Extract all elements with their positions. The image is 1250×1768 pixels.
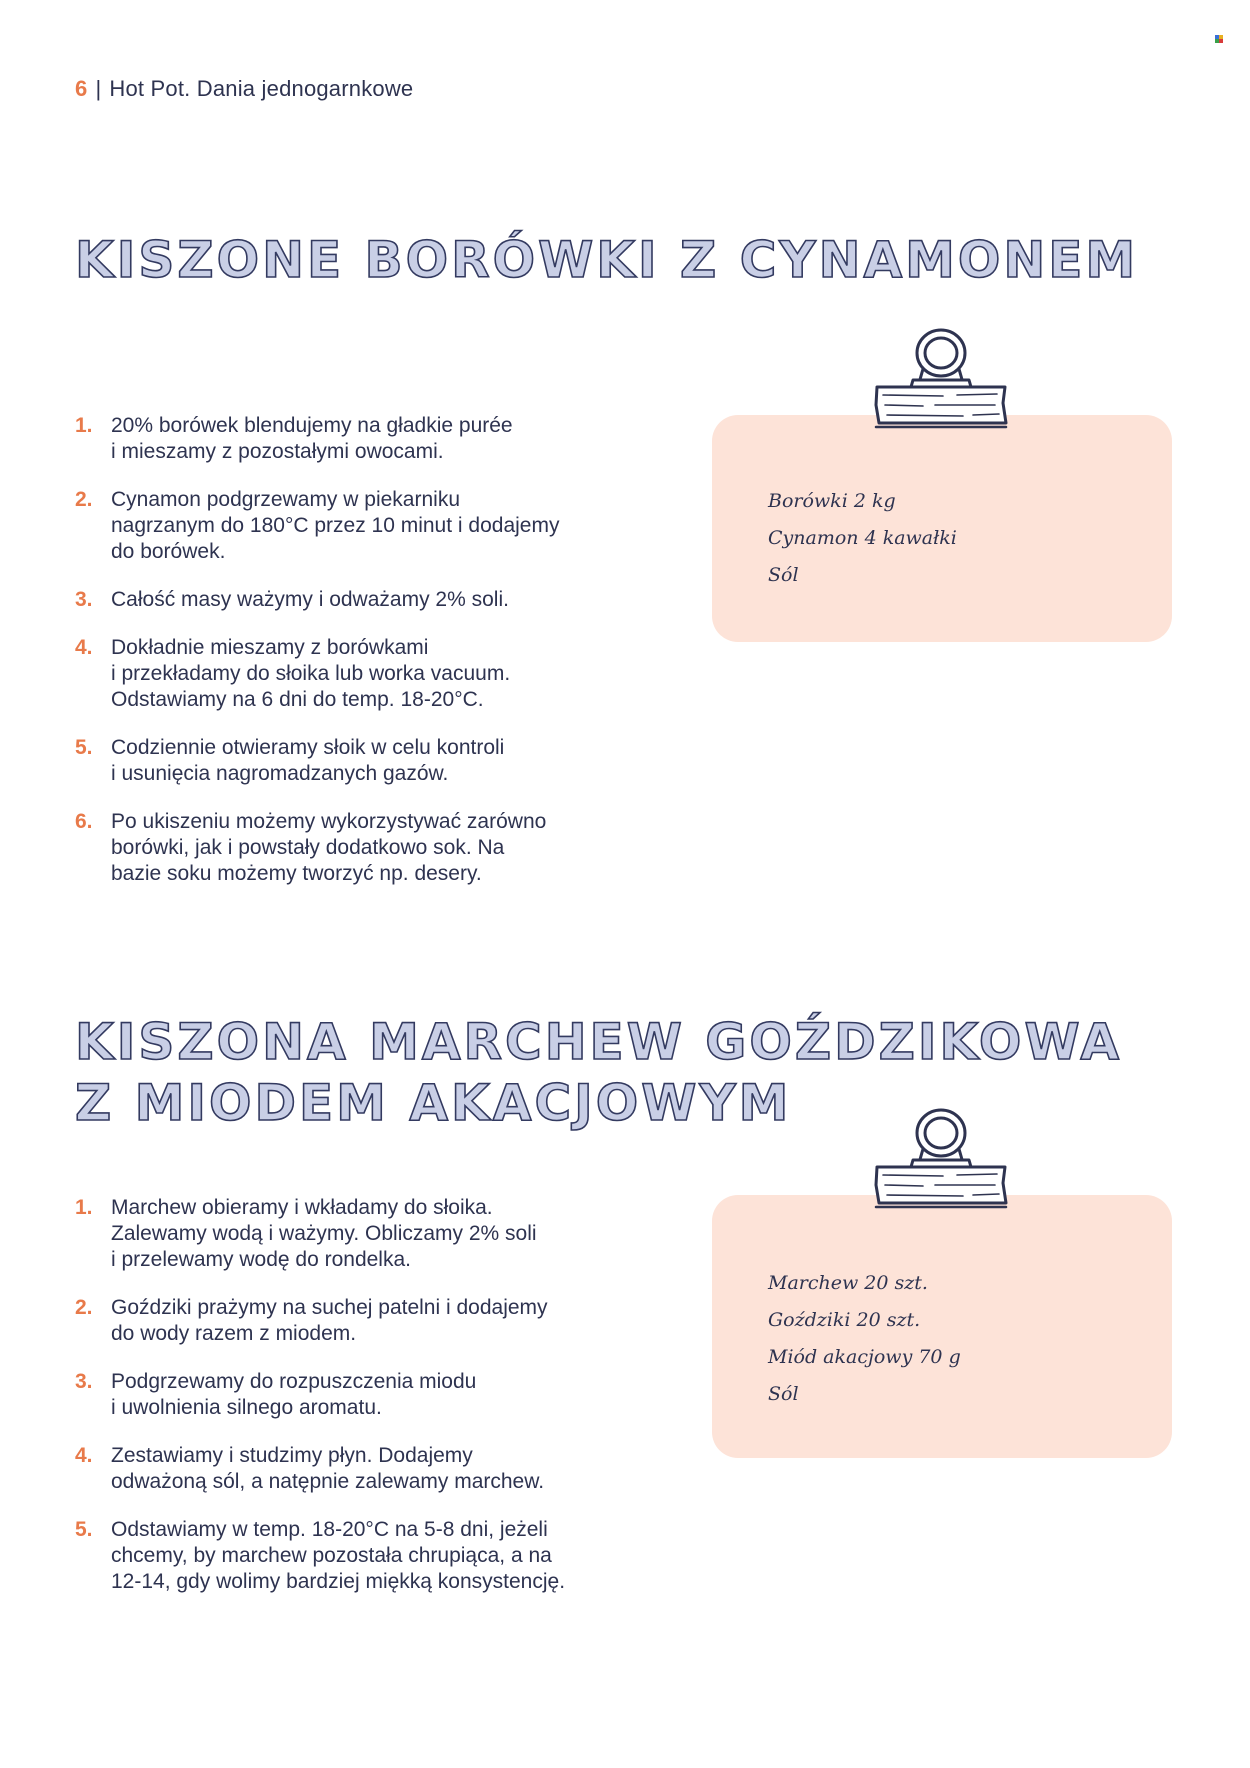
- recipe-step: [75, 587, 635, 613]
- recipe-step: [75, 1443, 635, 1495]
- recipe-step: [75, 487, 635, 565]
- recipe-2-title-line-1: KISZONA MARCHEW GOŹDZIKOWA: [75, 1013, 1123, 1071]
- step-text: Goździki prażymy na suchej patelni i dodajemy do wody razem z miodem.: [111, 1296, 548, 1345]
- step-text: Marchew obieramy i wkładamy do słoika. Zalewamy wodą i ważymy. Obliczamy 2% soli i przelewamy wodę do rondelka.: [111, 1196, 537, 1271]
- step-text: Odstawiamy w temp. 18-20°C na 5-8 dni, jeżeli chcemy, by marchew pozostała chrupiąca, a na 12-14, gdy wolimy bardziej miękką konsystencję.: [111, 1518, 566, 1593]
- step-text: Dokładnie mieszamy z borówkami i przekładamy do słoika lub worka vacuum. Odstawiamy na 6 dni do temp. 18-20°C.: [111, 636, 511, 711]
- header-title: Hot Pot. Dania jednogarnkowe: [109, 76, 414, 101]
- recipe-step: [75, 635, 635, 713]
- ingredient-item: Goździki 20 szt.: [768, 1309, 921, 1331]
- step-number: 3.: [75, 588, 93, 611]
- step-text: Całość masy ważymy i odważamy 2% soli.: [111, 588, 509, 611]
- step-number: 4.: [75, 1444, 93, 1467]
- step-text: Po ukiszeniu możemy wykorzystywać zarówno borówki, jak i powstały dodatkowo sok. Na bazie soku możemy tworzyć np. desery.: [111, 810, 547, 885]
- step-number: 6.: [75, 810, 93, 833]
- step-number: 4.: [75, 636, 93, 659]
- ingredients-list: [768, 483, 957, 594]
- recipe-2-title-line-2: Z MIODEM AKACJOWYM: [75, 1074, 792, 1132]
- color-mark-icon: [1215, 35, 1223, 43]
- recipe-2-steps: [75, 1195, 635, 1617]
- recipe-step: [75, 413, 635, 465]
- recipe-step: [75, 1517, 635, 1595]
- ingredient-item: Cynamon 4 kawałki: [768, 527, 957, 549]
- step-text: Zestawiamy i studzimy płyn. Dodajemy odważoną sól, a natępnie zalewamy marchew.: [111, 1444, 545, 1493]
- step-number: 2.: [75, 488, 93, 511]
- step-number: 2.: [75, 1296, 93, 1319]
- step-text: 20% borówek blendujemy na gładkie purée i mieszamy z pozostałymi owocami.: [111, 414, 513, 463]
- ingredients-list: [768, 1265, 961, 1413]
- ingredient-item: Borówki 2 kg: [768, 490, 896, 512]
- page-number: 6: [75, 76, 88, 101]
- header-separator: |: [95, 76, 102, 101]
- step-number: 1.: [75, 414, 93, 437]
- step-number: 3.: [75, 1370, 93, 1393]
- ingredients-card: [712, 415, 1172, 642]
- recipe-step: [75, 1295, 635, 1347]
- recipe-1-title: [75, 230, 1138, 291]
- ingredient-item: Marchew 20 szt.: [768, 1272, 928, 1294]
- step-text: Podgrzewamy do rozpuszczenia miodu i uwolnienia silnego aromatu.: [111, 1370, 477, 1419]
- ingredient-item: Sól: [768, 1383, 799, 1405]
- ingredient-item: Sól: [768, 564, 799, 586]
- ingredients-card: [712, 1195, 1172, 1458]
- step-number: 5.: [75, 736, 93, 759]
- recipe-step: [75, 1369, 635, 1421]
- recipe-1-title-line: KISZONE BORÓWKI Z CYNAMONEM: [75, 231, 1139, 289]
- recipe-step: [75, 1195, 635, 1273]
- step-number: 5.: [75, 1518, 93, 1541]
- recipe-1-steps: [75, 413, 635, 909]
- step-number: 1.: [75, 1196, 93, 1219]
- ingredient-item: Miód akacjowy 70 g: [768, 1346, 961, 1368]
- recipe-step: [75, 735, 635, 787]
- step-text: Codziennie otwieramy słoik w celu kontroli i usunięcia nagromadzanych gazów.: [111, 736, 505, 785]
- recipe-step: [75, 809, 635, 887]
- binder-clip-icon: [873, 1105, 1009, 1215]
- step-text: Cynamon podgrzewamy w piekarniku nagrzanym do 180°C przez 10 minut i dodajemy do borówek.: [111, 488, 560, 563]
- page-header: [75, 76, 413, 102]
- binder-clip-icon: [873, 325, 1009, 435]
